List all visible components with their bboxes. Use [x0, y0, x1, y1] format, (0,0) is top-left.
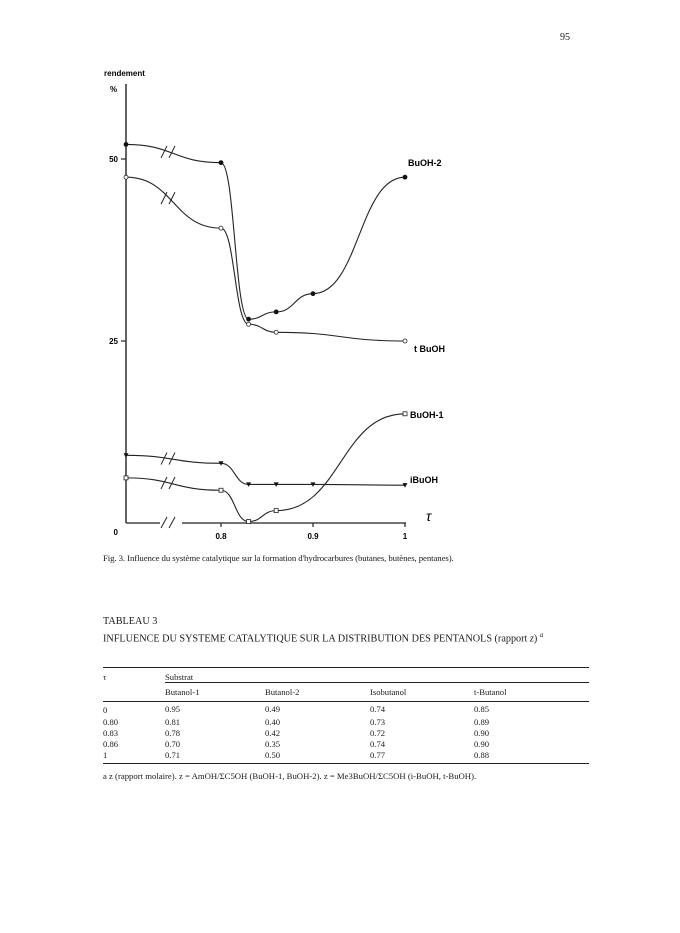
- col-header: t-Butanol: [474, 683, 589, 701]
- page-number: 95: [560, 32, 570, 43]
- col-header-tau: τ: [103, 668, 165, 683]
- table-label: TABLEAU 3: [103, 616, 158, 627]
- series-label: BuOH-2: [408, 158, 442, 168]
- table-row: 1 0.71 0.50 0.77 0.88: [103, 750, 589, 764]
- table-row: 0.80 0.81 0.40 0.73 0.89: [103, 716, 490, 727]
- y-tick-label: 25: [109, 337, 118, 346]
- table-title: INFLUENCE DU SYSTEME CATALYTIQUE SUR LA DISTRIBUTION DES PENTANOLS (rapport z) $^a$: [103, 631, 544, 645]
- y-tick-label: 0: [113, 528, 118, 537]
- data-point: [274, 330, 278, 334]
- y-axis-label: rendement: [104, 69, 145, 78]
- data-point: [247, 520, 251, 524]
- y-axis-unit: %: [110, 85, 118, 94]
- data-point: [247, 322, 251, 326]
- col-header: Isobutanol: [370, 683, 474, 701]
- figure-caption: Fig. 3. Influence du système catalytique sur la formation d'hydrocarbures (butanes, butènes, pentanes).: [103, 553, 454, 563]
- data-point: [219, 160, 224, 165]
- series-label: t BuOH: [414, 344, 445, 354]
- data-point: [124, 175, 128, 179]
- data-point: [274, 309, 279, 314]
- data-point: [219, 488, 223, 492]
- table-row: 0.83 0.78 0.42 0.72 0.90: [103, 727, 490, 738]
- table-row: 0 0.95 0.49 0.74 0.85: [103, 703, 490, 716]
- x-tick-label: 0.9: [307, 532, 319, 541]
- data-point: [311, 291, 316, 296]
- series-line-tBuOH: [126, 177, 405, 341]
- series-line-BuOH-1: [126, 414, 405, 522]
- data-point: [403, 175, 408, 180]
- data-point: [124, 142, 129, 147]
- table-row: 0.86 0.70 0.35 0.74 0.90: [103, 739, 490, 750]
- data-point: [246, 317, 251, 322]
- x-tick-label: 0.8: [215, 532, 227, 541]
- data-point: [274, 509, 278, 513]
- axis-break-mark: [161, 517, 175, 528]
- x-axis-label: τ: [426, 508, 432, 524]
- group-header-substrat: Substrat: [165, 668, 589, 683]
- series-line-iBuOH: [126, 455, 405, 485]
- data-point: [403, 412, 407, 416]
- y-tick-label: 50: [109, 155, 118, 164]
- data-table: [103, 667, 589, 764]
- col-header: Butanol-2: [265, 683, 370, 701]
- series-line-BuOH-2: [126, 144, 405, 319]
- x-tick-label: 1: [402, 532, 408, 541]
- data-point: [403, 339, 407, 343]
- data-point: [124, 476, 128, 480]
- series-label: BuOH-1: [410, 410, 444, 420]
- data-point: [219, 226, 223, 230]
- table-footnote: a z (rapport molaire). z = AmOH/ΣC5OH (BuOH-1, BuOH-2). z = Me3BuOH/ΣC5OH (i-BuOH, t-BuOH).: [103, 771, 477, 781]
- series-label: iBuOH: [410, 475, 438, 485]
- col-header: Butanol-1: [165, 683, 265, 701]
